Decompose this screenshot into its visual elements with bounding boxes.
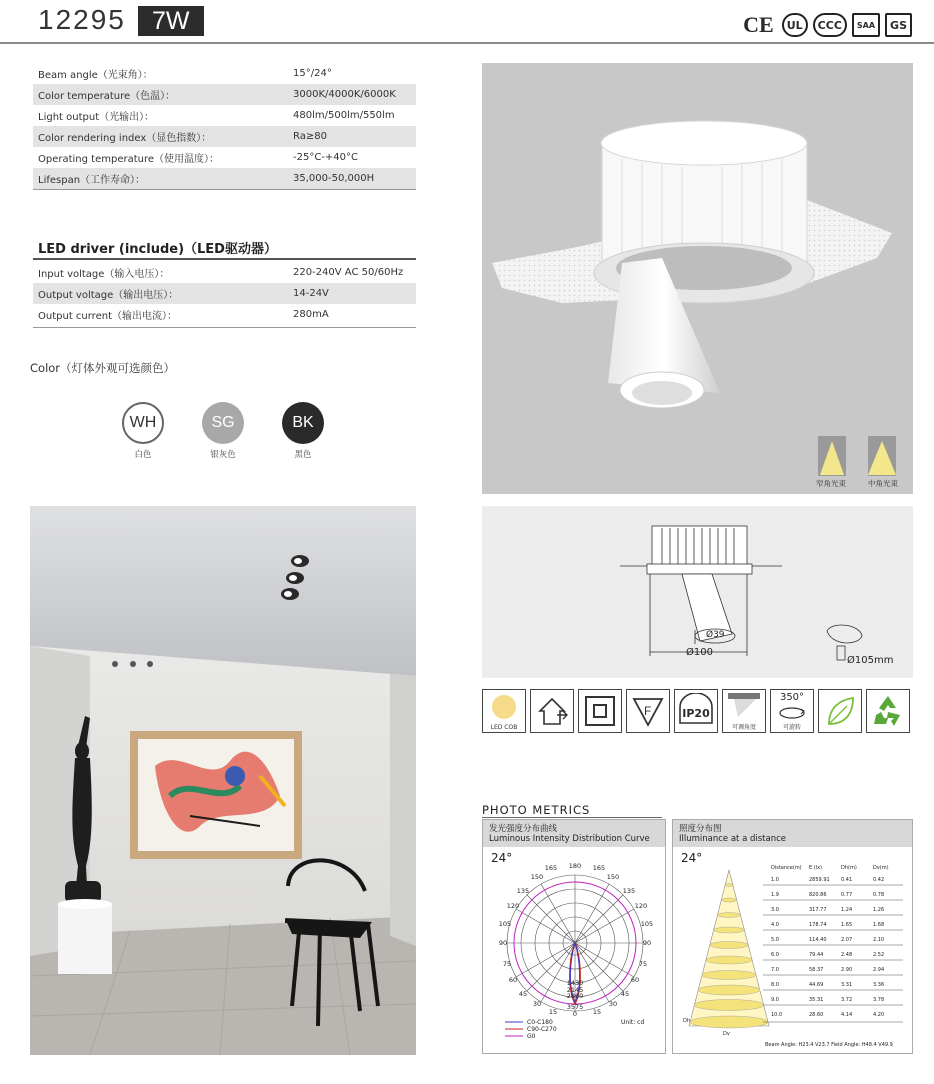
spec-table (33, 63, 416, 189)
table-row (771, 982, 906, 997)
cutout-diameter-label: Ø105mm (847, 655, 894, 666)
svg-text:90: 90 (498, 939, 508, 947)
svg-text:75: 75 (638, 960, 648, 968)
table-cell: 9.0 (771, 997, 779, 1003)
table-cell: 2.48 (841, 952, 853, 958)
intensity-curve-header (483, 820, 665, 847)
table-cell: 58.37 (809, 967, 824, 973)
svg-text:45: 45 (518, 990, 528, 998)
spec-row (33, 304, 416, 325)
table-cell: 1.0 (771, 877, 779, 883)
table-row (771, 922, 906, 937)
table-cell: 317.77 (809, 907, 827, 913)
table-cell: 79.44 (809, 952, 824, 958)
table-row (771, 877, 906, 892)
spec-key: Lifespan（工作寿命）： (38, 175, 146, 186)
f-mark-icon (626, 689, 670, 733)
beam-medium-caption: 中角光束 (868, 479, 898, 488)
class-ii-house-icon (530, 689, 574, 733)
table-row (771, 892, 906, 907)
table-cell: 0.42 (873, 877, 885, 883)
table-row (771, 997, 906, 1012)
swatch-sg[interactable]: SG (202, 402, 244, 444)
swatch-bk[interactable]: BK (282, 402, 324, 444)
column-header: Dh(m) (841, 865, 857, 871)
wattage-badge: 7W (138, 6, 204, 36)
spec-value: 14-24V (293, 288, 329, 299)
dimension-drawing (482, 506, 913, 678)
ce-mark-icon: CE (743, 12, 774, 37)
adjustable-angle-icon: 可调角度 (722, 689, 766, 733)
table-cell: 8.0 (771, 982, 779, 988)
spec-key: Output voltage（输出电压）： (38, 290, 179, 301)
svg-text:1430: 1430 (566, 979, 584, 987)
table-cell: 5.0 (771, 937, 779, 943)
dv-axis-label: Dv (723, 1031, 730, 1037)
page-header (0, 0, 934, 44)
svg-text:C0-C180: C0-C180 (527, 1019, 553, 1026)
illuminance-columns (771, 865, 906, 871)
table-row (771, 952, 906, 967)
svg-text:150: 150 (606, 873, 620, 881)
svg-text:15: 15 (548, 1008, 558, 1016)
spec-value: 3000K/4000K/6000K (293, 89, 396, 100)
spec-divider (33, 189, 416, 190)
dh-axis-label: Dh (683, 1018, 691, 1024)
polar-chart (483, 848, 667, 1053)
column-header: Dv(m) (873, 865, 889, 871)
svg-text:15: 15 (592, 1008, 602, 1016)
spec-row (33, 63, 416, 84)
spec-key: Input voltage（输入电压）： (38, 269, 170, 280)
table-row (771, 1012, 906, 1027)
svg-text:150: 150 (530, 873, 544, 881)
svg-text:60: 60 (508, 976, 518, 984)
table-row (771, 907, 906, 922)
svg-text:120: 120 (506, 902, 520, 910)
recycle-icon (866, 689, 910, 733)
spec-row (33, 262, 416, 283)
svg-text:135: 135 (516, 887, 530, 895)
table-row (771, 967, 906, 982)
table-cell: 4.14 (841, 1012, 853, 1018)
product-photo (482, 63, 913, 494)
table-cell: 44.69 (809, 982, 824, 988)
swatch-caption: 黑色 (294, 450, 312, 460)
svg-text:180: 180 (568, 862, 582, 870)
leaf-icon (818, 689, 862, 733)
driver-title: LED driver (include)（LED驱动器） (38, 242, 277, 257)
spec-key: Color temperature（色温）： (38, 91, 176, 102)
table-cell: 2.52 (873, 952, 885, 958)
spec-value: 480lm/500lm/550lm (293, 110, 395, 121)
table-cell: 1.24 (841, 907, 853, 913)
driver-bottom-divider (33, 327, 416, 328)
svg-text:75: 75 (502, 960, 512, 968)
swatch-wh[interactable]: WH (122, 402, 164, 444)
driver-table (33, 262, 416, 325)
table-cell: 2.94 (873, 967, 885, 973)
svg-text:60: 60 (630, 976, 640, 984)
spec-value: 15°/24° (293, 68, 332, 79)
swatch-caption: 白色 (134, 450, 152, 460)
svg-text:105: 105 (498, 920, 512, 928)
table-cell: 2.07 (841, 937, 853, 943)
product-render (482, 63, 913, 494)
color-options-label: Color（灯体外观可选颜色） (30, 361, 176, 375)
table-cell: 3.31 (841, 982, 853, 988)
illuminance-panel (672, 819, 913, 1054)
svg-text:30: 30 (608, 1000, 618, 1008)
svg-text:G0: G0 (527, 1033, 536, 1040)
svg-text:Unit: cd: Unit: cd (621, 1019, 645, 1026)
model-number: 12295 (38, 4, 126, 35)
spec-row (33, 168, 416, 189)
table-cell: 2.10 (873, 937, 885, 943)
table-cell: 7.0 (771, 967, 779, 973)
table-cell: 1.26 (873, 907, 885, 913)
illuminance-header (673, 820, 912, 847)
illuminance-title-en: Illuminance at a distance (679, 834, 787, 844)
table-cell: 2859.91 (809, 877, 830, 883)
svg-text:165: 165 (592, 864, 606, 872)
spec-value: 220-240V AC 50/60Hz (293, 267, 404, 278)
table-cell: 4.0 (771, 922, 779, 928)
svg-text:2860: 2860 (566, 992, 584, 1000)
table-cell: 28.60 (809, 1012, 824, 1018)
illuminance-beam-angle: 24° (681, 851, 703, 865)
column-header: E (lx) (809, 865, 822, 871)
spec-row (33, 84, 416, 105)
spec-row (33, 105, 416, 126)
svg-text:F: F (644, 704, 652, 718)
spec-value: 35,000-50,000H (293, 173, 375, 184)
outer-diameter-label: Ø100 (686, 647, 713, 658)
ul-mark-icon: UL (782, 13, 808, 37)
illuminance-title-cn: 照度分布图 (679, 824, 722, 834)
swatch-caption: 银灰色 (210, 450, 236, 460)
ccc-mark-icon: CCC (813, 13, 847, 37)
led-cob-icon: LED COB (482, 689, 526, 733)
header-divider (0, 42, 934, 44)
svg-text:105: 105 (640, 920, 654, 928)
svg-text:2145: 2145 (566, 986, 584, 994)
beam-narrow-caption: 窄角光束 (816, 479, 846, 488)
spec-value: 280mA (293, 309, 329, 320)
svg-text:165: 165 (544, 864, 558, 872)
table-cell: 1.9 (771, 892, 779, 898)
table-cell: 10.0 (771, 1012, 783, 1018)
column-header: Distance(m) (771, 865, 802, 871)
table-cell: 3.78 (873, 997, 885, 1003)
table-cell: 820.86 (809, 892, 827, 898)
svg-text:90: 90 (642, 939, 652, 947)
spec-value: -25°C-+40°C (293, 152, 359, 163)
beam-angle-footer: Beam Angle: H23.4 V23.7 Field Angle: H48.4 V49.9 (765, 1042, 893, 1048)
saa-mark-icon: SAA (852, 13, 880, 37)
inner-diameter-label: Ø39 (706, 630, 725, 640)
driver-divider (33, 258, 416, 260)
spec-value: Ra≥80 (293, 131, 327, 142)
table-cell: 3.36 (873, 982, 885, 988)
spec-row (33, 283, 416, 304)
illuminance-table (771, 877, 906, 1027)
svg-text:135: 135 (622, 887, 636, 895)
table-cell: 178.74 (809, 922, 827, 928)
photometrics-title: PHOTO METRICS (482, 803, 591, 817)
spec-key: Light output（光输出）： (38, 112, 155, 123)
spec-row (33, 126, 416, 147)
rotation-icon: 350° 可旋转 (770, 689, 814, 733)
svg-text:120: 120 (634, 902, 648, 910)
table-cell: 6.0 (771, 952, 779, 958)
svg-text:30: 30 (532, 1000, 542, 1008)
photometrics-underline (482, 817, 662, 818)
intensity-beam-angle: 24° (491, 851, 513, 865)
ip20-icon: IP20 (674, 689, 718, 733)
svg-text:45: 45 (620, 990, 630, 998)
table-cell: 1.65 (841, 922, 853, 928)
spec-key: Output current（输出电流）： (38, 311, 177, 322)
table-cell: 3.72 (841, 997, 853, 1003)
table-cell: 35.31 (809, 997, 824, 1003)
spec-key: Operating temperature（使用温度）： (38, 154, 220, 165)
table-cell: 1.68 (873, 922, 885, 928)
spec-key: Beam angle（光束角）： (38, 70, 153, 81)
table-cell: 0.41 (841, 877, 853, 883)
table-cell: 3.0 (771, 907, 779, 913)
table-cell: 0.78 (873, 892, 885, 898)
spec-row (33, 147, 416, 168)
intensity-title-cn: 发光强度分布曲线 (489, 824, 558, 834)
table-cell: 114.40 (809, 937, 827, 943)
table-cell: 4.20 (873, 1012, 885, 1018)
double-insulation-icon (578, 689, 622, 733)
table-cell: 0.77 (841, 892, 853, 898)
spec-key: Color rendering index（显色指数）： (38, 133, 212, 144)
svg-text:0: 0 (572, 1010, 578, 1018)
intensity-curve-panel (482, 819, 666, 1054)
table-cell: 2.90 (841, 967, 853, 973)
svg-text:3575: 3575 (566, 1003, 584, 1011)
certification-marks (740, 13, 912, 37)
feature-icons (482, 689, 910, 733)
svg-text:C90-C270: C90-C270 (527, 1026, 557, 1033)
room-scene-illustration (30, 506, 416, 1055)
gs-mark-icon: GS (885, 13, 912, 37)
table-row (771, 937, 906, 952)
intensity-title-en: Luminous Intensity Distribution Curve (489, 834, 650, 844)
room-scene-photo (30, 506, 416, 1055)
